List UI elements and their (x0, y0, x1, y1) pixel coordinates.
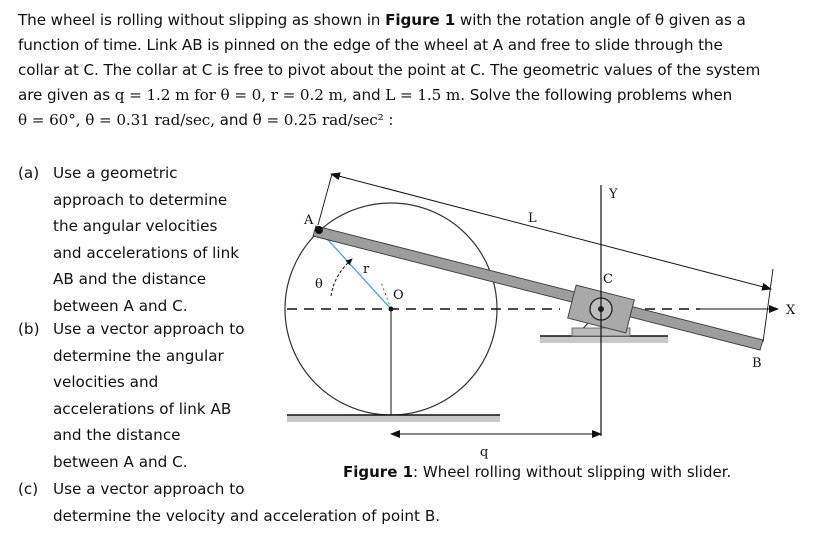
label-l: L (528, 211, 537, 226)
label-a: A (304, 213, 314, 228)
label-r: r (363, 262, 370, 277)
collar-ground (540, 336, 668, 343)
part-a-line: the angular velocities (53, 217, 218, 235)
part-a-line: between A and C. (53, 296, 188, 315)
point-o (389, 307, 394, 312)
figure-caption: Figure 1: Wheel rolling without slipping with slider. (343, 463, 732, 481)
part-b-line: Use a vector approach to (53, 320, 245, 338)
l-extension-b (763, 269, 773, 342)
intro-line-1: The wheel is rolling without slipping as shown in Figure 1 with the rotation angle of θ given as a (18, 11, 746, 29)
intro-line-2: function of time. Link AB is pinned on the edge of the wheel at A and free to slide through the (18, 36, 723, 54)
label-x: X (786, 303, 796, 318)
point-a (315, 226, 323, 234)
part-b-line: velocities and (53, 373, 159, 391)
label-o: O (393, 288, 404, 303)
label-q: q (480, 445, 489, 460)
intro-line-4: are given as q = 1.2 m for θ = 0, r = 0.2 m, and L = 1.5 m. Solve the following problems when (18, 86, 733, 104)
part-b-line: determine the angular (53, 346, 224, 365)
part-c-line: Use a vector approach to (53, 480, 245, 498)
part-b-line: between A and C. (53, 452, 188, 471)
part-a-line: Use a geometric (53, 164, 178, 182)
l-dimension-line (331, 174, 771, 289)
intro-line-3: collar at C. The collar at C is free to pivot about the point at C. The geometric values of the system (18, 61, 761, 79)
label-theta: θ (315, 277, 323, 292)
l-extension-a (318, 174, 332, 225)
label-c: C (603, 272, 613, 287)
part-a-label: (a) (18, 164, 40, 182)
part-b-label: (b) (18, 320, 40, 338)
link-ab (313, 226, 763, 350)
wheel-ground (287, 415, 500, 422)
label-y: Y (609, 187, 618, 202)
part-b-line: accelerations of link AB (53, 399, 232, 418)
label-b: B (752, 356, 762, 371)
part-c-line: determine the velocity and acceleration of point B. (53, 506, 441, 525)
part-c-label: (c) (18, 480, 39, 498)
theta-reference (381, 282, 391, 309)
theta-arrow (331, 259, 352, 296)
part-a-line: AB and the distance (53, 270, 207, 288)
part-a-line: and accelerations of link (53, 243, 240, 262)
part-b-line: and the distance (53, 426, 181, 444)
intro-line-5: θ = 60°, θ̇ = 0.31 rad/sec, and θ̈ = 0.25 rad/sec² : (18, 111, 394, 129)
part-a-line: approach to determine (53, 190, 228, 209)
